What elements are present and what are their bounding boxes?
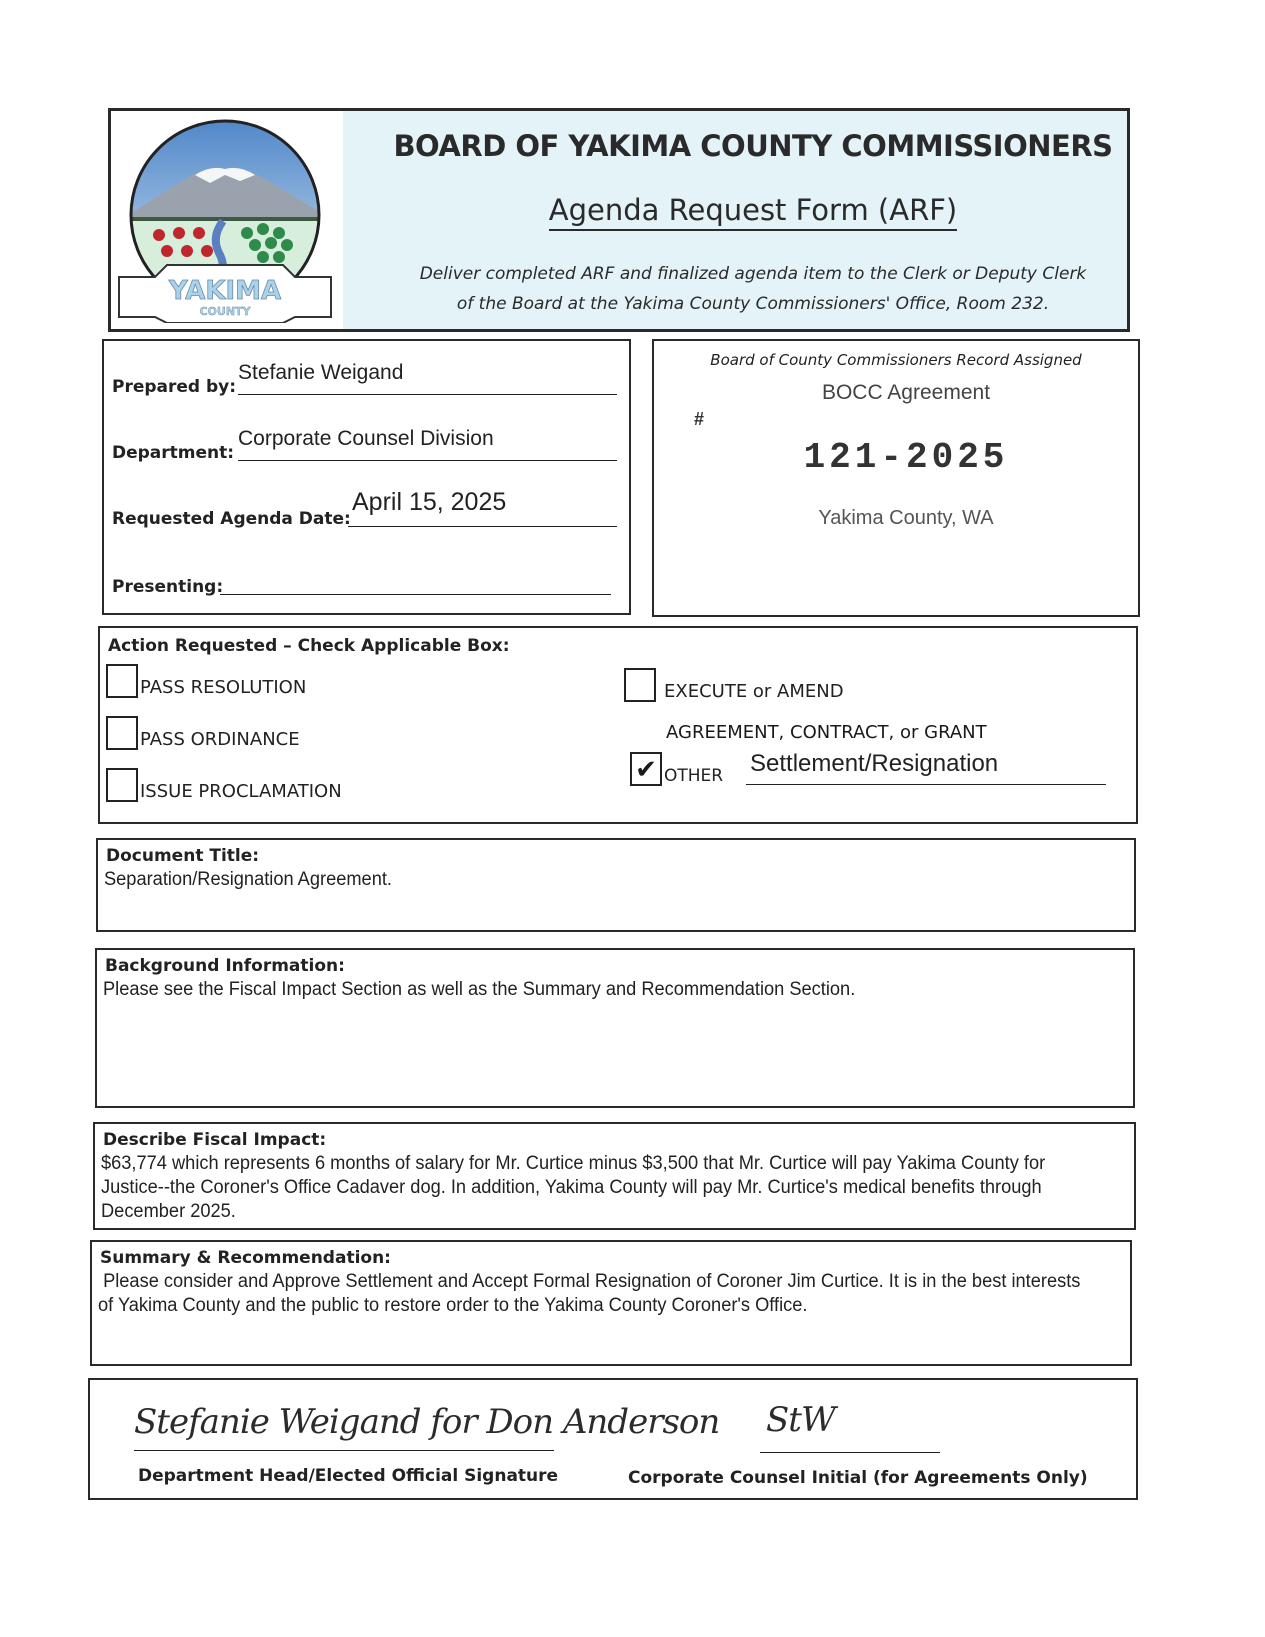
background-info-value[interactable]: Please see the Fiscal Impact Section as well as the Summary and Recommendation Section. xyxy=(103,979,856,1000)
record-title: Board of County Commissioners Record Assigned xyxy=(710,351,1082,369)
checkbox-icon[interactable] xyxy=(106,768,138,802)
corporate-counsel-initial-label: Corporate Counsel Initial (for Agreements Only) xyxy=(628,1468,1088,1488)
signature-section xyxy=(88,1378,1138,1500)
document-title-section: Document Title: Separation/Resignation Agreement. xyxy=(96,838,1136,932)
checkbox-pass-ordinance[interactable]: PASS ORDINANCE xyxy=(106,716,300,750)
summary-recommendation-section: Summary & Recommendation: Please consider and Approve Settlement and Accept Formal Resignation of Coroner Jim Curtice. It is in the best interests of Yakima County and the public to restore order to the Yakima County Coroner's Office. xyxy=(90,1240,1132,1366)
request-info-box xyxy=(102,339,631,615)
background-info-section: Background Information: Please see the Fiscal Impact Section as well as the Summary and Recommendation Section. xyxy=(95,948,1135,1108)
department-head-signature: Stefanie Weigand for Don Anderson xyxy=(134,1402,720,1442)
checkbox-execute-amend[interactable]: EXECUTE or AMEND xyxy=(624,668,844,702)
record-number: 121-2025 xyxy=(803,437,1009,478)
checkbox-icon[interactable] xyxy=(106,664,138,698)
checkbox-issue-proclamation[interactable]: ISSUE PROCLAMATION xyxy=(106,768,342,802)
department-head-signature-label: Department Head/Elected Official Signature xyxy=(138,1466,559,1486)
agenda-date-value: April 15, 2025 xyxy=(352,488,507,516)
delivery-instructions: Deliver completed ARF and finalized agenda item to the Clerk or Deputy Clerk of the Board at the Yakima County Commissioners' Office, Room 232. xyxy=(419,264,1087,314)
checkbox-other[interactable]: ✔ OTHER xyxy=(630,752,723,786)
signature-line xyxy=(134,1450,554,1451)
department-field[interactable]: Department: Corporate Counsel Division xyxy=(112,425,617,465)
prepared-by-value: Stefanie Weigand xyxy=(238,361,404,384)
agenda-date-field[interactable]: Requested Agenda Date: April 15, 2025 xyxy=(112,491,617,531)
execute-amend-label-line2: AGREEMENT, CONTRACT, or GRANT xyxy=(666,722,987,743)
checkbox-pass-resolution[interactable]: PASS RESOLUTION xyxy=(106,664,306,698)
form-header xyxy=(108,108,1130,332)
other-value-field[interactable]: Settlement/Resignation xyxy=(746,744,1106,785)
document-title-value[interactable]: Separation/Resignation Agreement. xyxy=(104,869,392,890)
presenting-field[interactable]: Presenting: xyxy=(112,559,617,599)
action-requested-box xyxy=(98,626,1138,824)
record-location: Yakima County, WA xyxy=(818,507,994,529)
department-value: Corporate Counsel Division xyxy=(238,427,494,450)
summary-recommendation-value[interactable]: Please consider and Approve Settlement and Accept Formal Resignation of Coroner Jim Curtice. It is in the best interests of Yakima County and the public to restore order to the Yakima County Coroner's Office. xyxy=(98,1271,1086,1316)
initial-line xyxy=(760,1452,940,1453)
fiscal-impact-value[interactable]: $63,774 which represents 6 months of salary for Mr. Curtice minus $3,500 that Mr. Curtice will pay Yakima County for Justice--the Coroner's Office Cadaver dog. In addition, Yakima County will pay Mr. Curtice's medical benefits through December 2025. xyxy=(101,1153,1046,1222)
prepared-by-field[interactable]: Prepared by: Stefanie Weigand xyxy=(112,359,617,399)
svg-text:COUNTY: COUNTY xyxy=(199,305,251,318)
checkbox-icon[interactable] xyxy=(624,668,656,702)
record-hash: # xyxy=(694,409,705,429)
svg-text:YAKIMA: YAKIMA xyxy=(168,276,282,306)
checkbox-icon[interactable] xyxy=(106,716,138,750)
action-heading: Action Requested – Check Applicable Box: xyxy=(108,636,510,656)
board-title: BOARD OF YAKIMA COUNTY COMMISSIONERS xyxy=(393,129,1113,163)
record-type: BOCC Agreement xyxy=(821,381,991,404)
checkmark-icon[interactable]: ✔ xyxy=(630,752,662,786)
yakima-county-logo-icon xyxy=(115,117,335,323)
record-assigned-box xyxy=(652,339,1140,617)
fiscal-impact-section: Describe Fiscal Impact: $63,774 which represents 6 months of salary for Mr. Curtice minus $3,500 that Mr. Curtice will pay Yakima County for Justice--the Coroner's Office Cadaver dog. In addition, Yakima County will pay Mr. Curtice's medical benefits through December 2025. xyxy=(93,1122,1136,1230)
corporate-counsel-initial: StW xyxy=(766,1400,835,1440)
form-title: Agenda Request Form (ARF) xyxy=(383,193,1123,227)
